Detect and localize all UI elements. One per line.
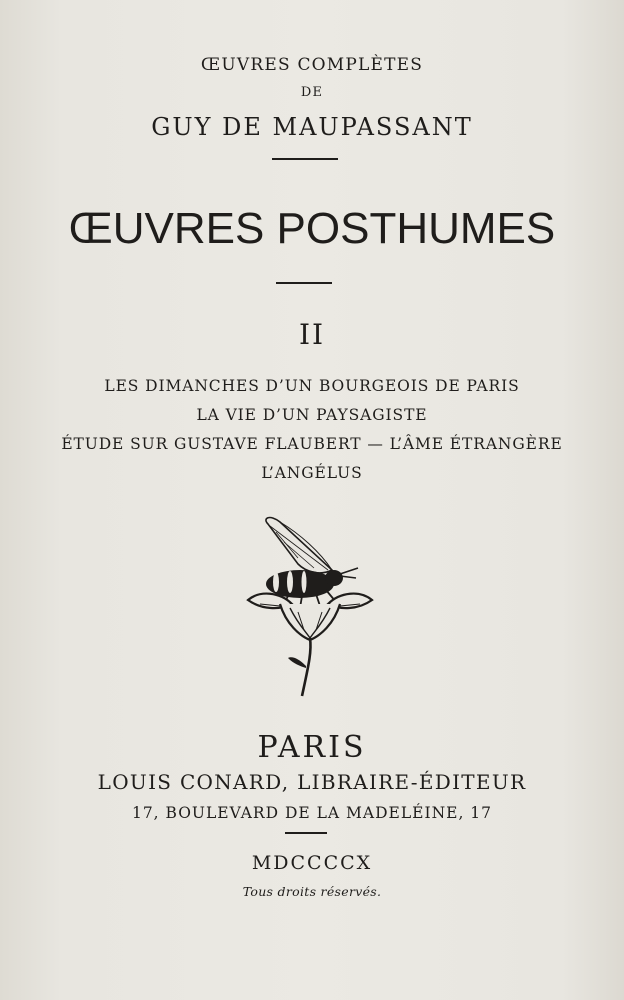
bee-on-flower-icon [240,512,380,702]
rights-notice: Tous droits réservés. [242,884,382,899]
contents-item: L’ANGÉLUS [261,464,363,482]
contents-list [0,372,624,488]
divider-rule [276,282,332,284]
book-title: ŒUVRES POSTHUMES [68,204,556,253]
contents-item: ÉTUDE SUR GUSTAVE FLAUBERT — L’ÂME ÉTRANGÈRE [61,435,563,453]
publisher-address: 17, BOULEVARD DE LA MADELÉINE, 17 [131,804,493,822]
publication-year: MDCCCCX [251,852,373,874]
divider-rule [272,158,338,160]
series-title: ŒUVRES COMPLÈTES [200,55,424,75]
contents-item: LA VIE D’UN PAYSAGISTE [196,406,428,424]
volume-number: II [298,318,326,351]
publisher-name: LOUIS CONARD, LIBRAIRE-ÉDITEUR [97,770,527,794]
divider-rule [285,832,327,834]
contents-item: LES DIMANCHES D’UN BOURGEOIS DE PARIS [104,377,520,395]
series-preposition: DE [300,85,324,100]
publication-city: PARIS [257,730,367,765]
author-name: GUY DE MAUPASSANT [151,113,473,141]
